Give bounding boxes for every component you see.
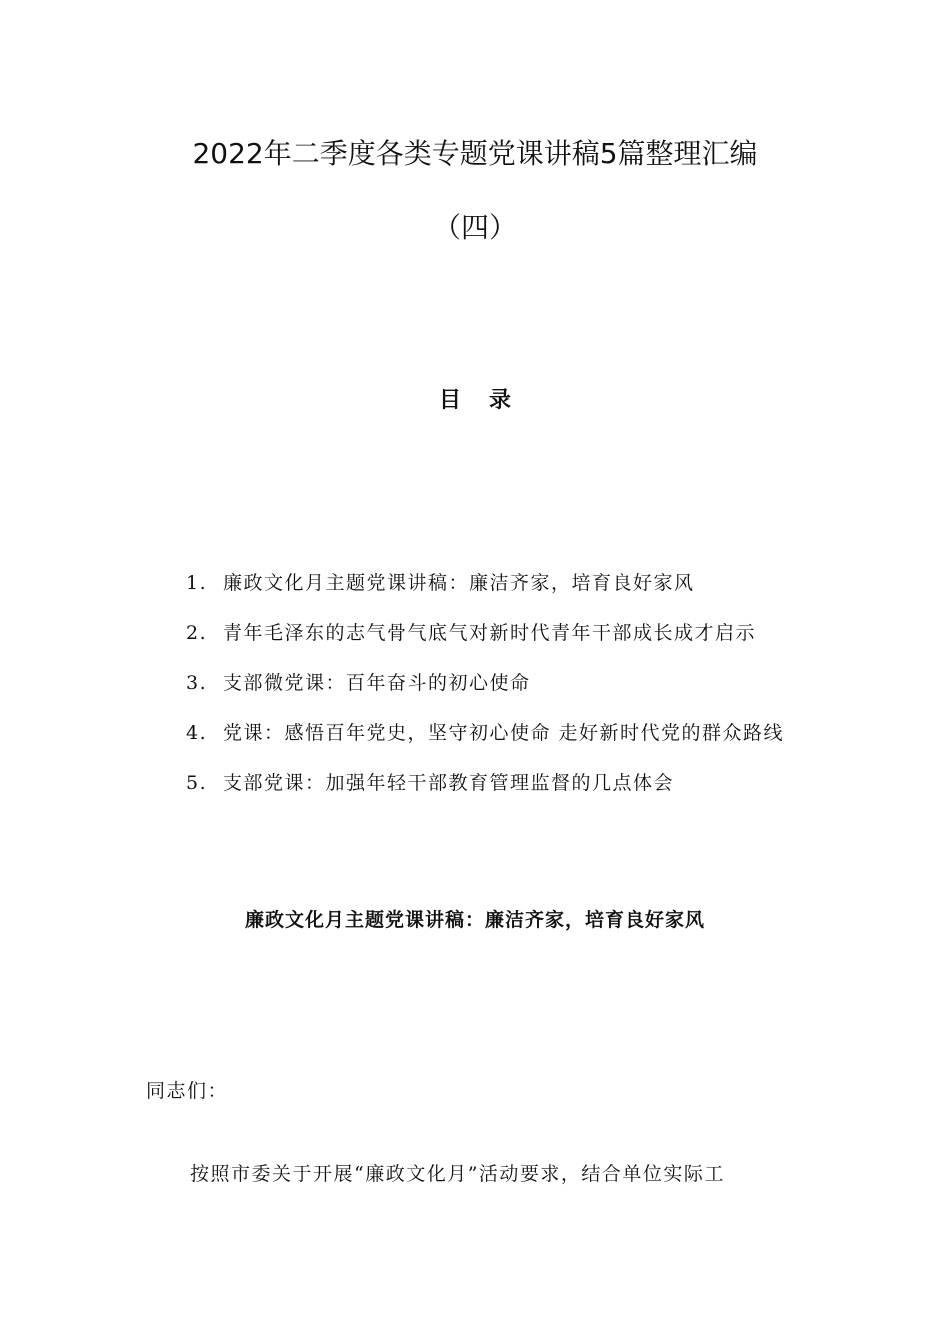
- toc-item[interactable]: [186, 708, 793, 758]
- toc-item[interactable]: [186, 608, 826, 658]
- toc-item-text: 党课：感悟百年党史，坚守初心使命 走好新时代党的群众路线: [223, 722, 785, 744]
- document-subtitle: （四）: [432, 211, 517, 244]
- toc-item-text: 支部微党课：百年奋斗的初心使命: [223, 672, 531, 694]
- toc-item-text: 支部党课：加强年轻干部教育管理监督的几点体会: [223, 772, 675, 794]
- table-of-contents: [186, 558, 826, 808]
- toc-item-number: 2.: [186, 622, 208, 644]
- toc-item-number: 3.: [186, 672, 208, 694]
- article-paragraph: 按照市委关于开展“廉政文化月”活动要求，结合单位实际工: [190, 1163, 725, 1185]
- toc-item-text: 廉政文化月主题党课讲稿：廉洁齐家，培育良好家风: [223, 572, 695, 594]
- article-salutation: 同志们：: [146, 1080, 229, 1102]
- toc-item-number: 5.: [186, 772, 208, 794]
- toc-item[interactable]: [186, 658, 826, 708]
- toc-item-text: 青年毛泽东的志气骨气底气对新时代青年干部成长成才启示: [223, 622, 757, 644]
- toc-item-number: 1.: [186, 572, 208, 594]
- toc-item-number: 4.: [186, 722, 208, 744]
- toc-item[interactable]: [186, 558, 826, 608]
- document-title: 2022年二季度各类专题党课讲稿5篇整理汇编: [192, 137, 758, 170]
- toc-item[interactable]: [186, 758, 826, 808]
- article-title: 廉政文化月主题党课讲稿：廉洁齐家，培育良好家风: [244, 909, 705, 931]
- toc-heading: 目录: [438, 387, 539, 413]
